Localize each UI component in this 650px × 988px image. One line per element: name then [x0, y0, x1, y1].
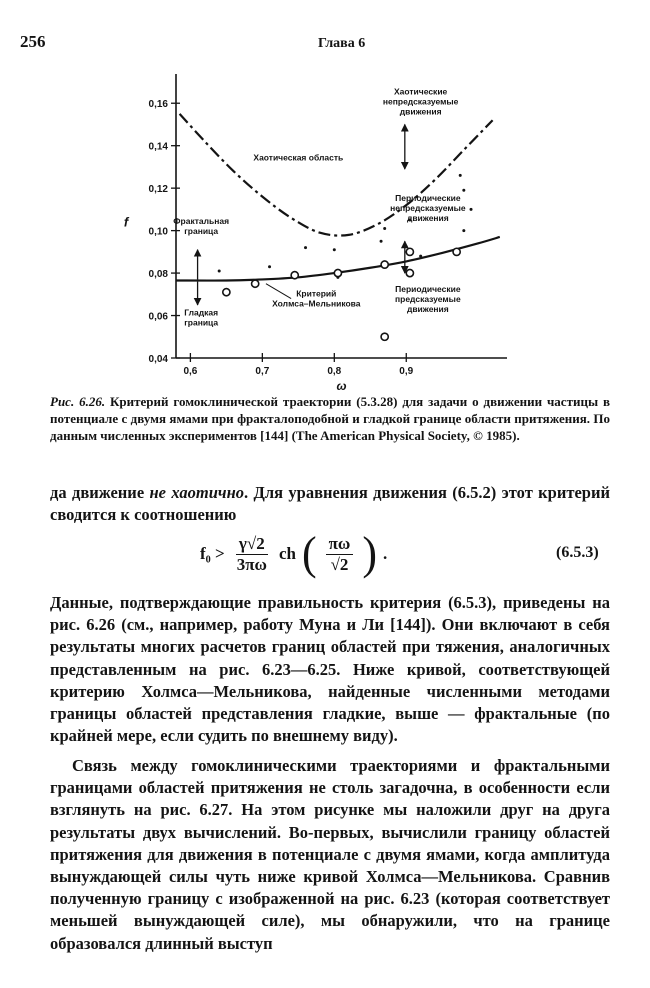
dot-point: [419, 255, 422, 258]
caption-text: Критерий гомоклинической траектории (5.3.28) для задачи о движении частицы в потенциале с двумя ямами при фракталоподобной и гладкой границе области притяжения. По данным численных экспериментов [144] (The American Physical Society, © 1985).: [50, 394, 611, 443]
label-periodic-unpredictable: [390, 193, 466, 223]
y-tick-label: 0,12: [148, 184, 168, 196]
dot-point: [380, 240, 383, 243]
formula-6-5-3: [200, 524, 387, 584]
label-fractal-boundary-line: Фрактальная: [173, 216, 230, 227]
formula-paren-close: ): [362, 527, 378, 580]
x-tick-label: 0,6: [183, 366, 198, 377]
equation-number: (6.5.3): [556, 544, 599, 561]
dot-point: [462, 229, 465, 232]
y-tick-label: 0,08: [148, 269, 168, 281]
p1-italic: не хаотично: [149, 483, 244, 502]
dot-point: [336, 276, 339, 279]
paragraph-2: Данные, подтверждающие правильность критерия (6.5.3), приведены на рис. 6.26 (см., например, работу Муна и Ли [144]). Они включают в себя результаты многих расчетов границ областей при тяжения, аналогичных представленным на рис. 6.23—6.25. Ниже кривой, соответствующей критерию Холмса—Мельникова, найденные численными методами границы областей представления гладкие, выше — фрактальные (по крайней мере, если судить по внешнему виду).: [50, 593, 610, 746]
x-tick-label: 0,9: [399, 366, 414, 377]
figure-6-26-chart: [112, 62, 512, 392]
open-point: [406, 248, 413, 255]
formula-arg-den: √2: [330, 554, 349, 574]
y-axis-label: f: [123, 214, 129, 230]
open-point: [334, 269, 341, 276]
label-smooth-boundary: [184, 308, 218, 328]
label-smooth-boundary-line: Гладкая: [184, 307, 219, 318]
dot-point: [268, 265, 271, 268]
label-periodic-unpredictable-line: непредсказуемые: [390, 202, 466, 213]
chapter-title: Глава 6: [318, 36, 366, 51]
label-criterion-line: Холмса–Мельникова: [272, 298, 361, 309]
open-point: [381, 261, 388, 268]
dot-point: [459, 174, 462, 177]
label-criterion: [272, 288, 361, 308]
label-periodic-unpredictable-line: движения: [406, 212, 449, 223]
x-axis-label: ω: [336, 379, 347, 392]
label-chaotic-region-line: Хаотическая область: [253, 152, 344, 163]
x-tick-label: 0,8: [327, 366, 342, 377]
formula-num: γ√2: [236, 534, 268, 555]
chart-axes: [124, 74, 507, 392]
label-chaotic-motion-line: непредсказуемые: [382, 96, 459, 107]
x-tick-label: 0,7: [255, 366, 270, 377]
label-chaotic-region: [253, 153, 343, 163]
formula-fraction: [234, 534, 270, 575]
label-chaotic-motion: [383, 87, 459, 117]
label-chaotic-motion-line: Хаотические: [394, 86, 448, 97]
y-tick-label: 0,06: [148, 311, 168, 323]
label-chaotic-motion-line: движения: [399, 106, 442, 117]
p1-start: да движение: [50, 483, 150, 502]
paragraph-3: Связь между гомоклиническими траекториями и фрактальными границами областей притяжения не столь загадочна, в особенности если взглянуть на рис. 6.27. На этом рисунке мы наложили друг на друга результаты двух вычислений. Во-первых, вычислили границу областей притяжения для движения в потенциале с двумя ямами, когда амплитуда вынуждающей силы чуть ниже кривой Холмса—Мельникова. Сравнив полученную границу с изображенной на рис. 6.23 (которая соответствует меньшей вынуждающей силе), мы обнаружили, что на границе образовался длинный выступ: [50, 756, 610, 953]
caption-label: Рис. 6.26.: [50, 394, 106, 409]
formula-lhs: f₀ >: [200, 544, 225, 563]
dot-point: [462, 189, 465, 192]
label-fractal-boundary-line: граница: [184, 226, 219, 237]
dot-point: [304, 246, 307, 249]
figure-caption: [50, 393, 610, 444]
open-point: [223, 289, 230, 296]
label-periodic-predictable-line: Периодические: [395, 284, 461, 295]
label-periodic-predictable: [395, 284, 461, 314]
formula-den: 3πω: [236, 554, 267, 574]
label-fractal-boundary: [173, 216, 229, 236]
y-tick-label: 0,10: [148, 226, 168, 238]
label-periodic-predictable-line: движения: [406, 304, 449, 315]
label-criterion-line: Критерий: [296, 288, 337, 299]
paragraph-1: [50, 482, 610, 526]
open-point: [291, 272, 298, 279]
dot-point: [470, 208, 473, 211]
formula-paren-open: (: [301, 527, 317, 580]
formula-arg-fraction: [326, 534, 354, 575]
y-tick-label: 0,14: [148, 141, 168, 153]
label-smooth-boundary-line: граница: [184, 317, 219, 328]
chart-annotations: [173, 87, 466, 328]
page-number: 256: [20, 32, 46, 51]
formula-arg-num: πω: [326, 534, 354, 555]
label-periodic-unpredictable-line: Периодические: [395, 192, 461, 203]
dot-point: [383, 227, 386, 230]
open-point: [453, 248, 460, 255]
formula-func: ch: [278, 544, 296, 563]
criterion-pointer: [266, 284, 291, 299]
dot-point: [333, 248, 336, 251]
formula-end: .: [383, 544, 388, 563]
y-tick-label: 0,16: [148, 99, 168, 111]
open-point: [252, 280, 259, 287]
open-point: [381, 333, 388, 340]
open-point: [406, 269, 413, 276]
label-periodic-predictable-line: предсказуемые: [395, 294, 461, 305]
dot-point: [218, 269, 221, 272]
p1-end: . Для уравнения движения (6.5.2) этот критерий сводится к соотношению: [50, 483, 610, 525]
y-tick-label: 0,04: [148, 354, 168, 365]
